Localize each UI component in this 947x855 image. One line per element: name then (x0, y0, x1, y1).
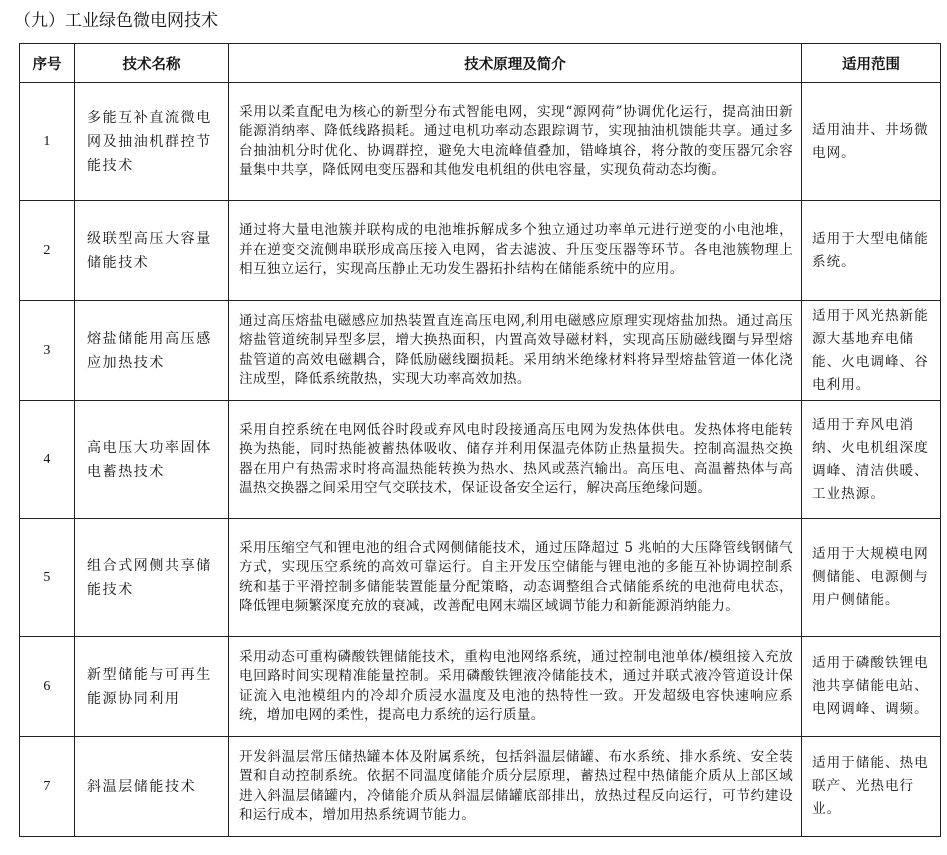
row-desc: 通过高压熔盐电磁感应加热装置直连高压电网,利用电磁感应原理实现熔盐加热。通过高压熔盐管道统制异型多层，增大换热面积，内置高效导磁材料，实现高压励磁线圈与异型熔盐管道的高效电磁耦合，降低励磁线圈损耗。采用纳米绝缘材料将异型熔盐管道一体化浇注成型，降低系统散热，实现大功率高效加热。 (229, 301, 802, 401)
row-scope: 适用于储能、热电联产、光热电行业。 (802, 737, 941, 837)
header-scope: 适用范围 (802, 44, 941, 83)
row-desc: 采用动态可重构磷酸铁锂储能技术，重构电池网络系统，通过控制电池单体/模组接入充放电回路时间实现精准能量控制。采用磷酸铁锂液冷储能技术，通过并联式液冷管道设计保证流入电池模组内的冷却介质浸水温度及电池的热特性一致。开发超级电容快速响应系统，增加电网的柔性，提高电力系统的运行质量。 (229, 637, 802, 737)
row-no: 6 (20, 637, 75, 737)
table-row (20, 83, 941, 201)
row-desc: 采用自控系统在电网低谷时段或弃风电时段接通高压电网为发热体供电。发热体将电能转换为热能，同时热能被蓄热体吸收、储存并利用保温壳体防止热量损失。控制高温热交换器在用户有热需求时将高温热能转换为热水、热风或蒸汽输出。高压电、高温蓄热体与高温热交换器之间采用空气交联技术，保证设备安全运行，解决高压绝缘问题。 (229, 401, 802, 519)
header-name: 技术名称 (75, 44, 229, 83)
row-desc: 开发斜温层常压储热罐本体及附属系统，包括斜温层储罐、布水系统、排水系统、安全装置和自动控制系统。依据不同温度储能介质分层原理，蓄热过程中热储能介质从上部区域进入斜温层储罐内，冷储能介质从斜温层储罐底部排出，放热过程反向运行，可节约建设和运行成本，增加用热系统调节能力。 (229, 737, 802, 837)
row-name: 斜温层储能技术 (75, 737, 229, 837)
row-no: 3 (20, 301, 75, 401)
table-row (20, 737, 941, 837)
row-name: 熔盐储能用高压感应加热技术 (75, 301, 229, 401)
row-no: 7 (20, 737, 75, 837)
row-name: 级联型高压大容量储能技术 (75, 201, 229, 301)
header-desc: 技术原理及简介 (229, 44, 802, 83)
row-scope: 适用油井、井场微电网。 (802, 83, 941, 201)
technology-table (19, 43, 941, 837)
row-no: 1 (20, 83, 75, 201)
row-desc: 采用以柔直配电为核心的新型分布式智能电网，实现“源网荷”协调优化运行，提高油田新能源消纳率、降低线路损耗。通过电机功率动态跟踪调节，实现抽油机馈能共享。通过多台抽油机分时优化、协调群控，避免大电流峰值叠加，错峰填谷，将分散的变压器冗余容量集中共享，降低网电变压器和其他发电机组的供电容量，实现负荷动态均衡。 (229, 83, 802, 201)
table-row (20, 401, 941, 519)
row-scope: 适用于大规模电网侧储能、电源侧与用户侧储能。 (802, 519, 941, 637)
row-scope: 适用于大型电储能系统。 (802, 201, 941, 301)
table-row (20, 637, 941, 737)
row-no: 2 (20, 201, 75, 301)
row-scope: 适用于磷酸铁锂电池共享储能电站、电网调峰、调频。 (802, 637, 941, 737)
row-desc: 通过将大量电池簇并联构成的电池堆拆解成多个独立通过功率单元进行逆变的小电池堆，并在逆变交流侧串联形成高压接入电网，省去滤波、升压变压器等环节。各电池簇物理上相互独立运行，实现高压静止无功发生器拓扑结构在储能系统中的应用。 (229, 201, 802, 301)
row-desc: 采用压缩空气和锂电池的组合式网侧储能技术，通过压降超过 5 兆帕的大压降管线钢储气方式，实现压空系统的高效可靠运行。自主开发压空储能与锂电池的多能互补协调控制系统和基于平滑控制多储能装置能量分配策略，动态调整组合式储能系统的电池荷电状态，降低锂电频繁深度充放的衰减，改善配电网末端区域调节能力和新能源消纳能力。 (229, 519, 802, 637)
table-row (20, 201, 941, 301)
row-scope: 适用于弃风电消纳、火电机组深度调峰、清洁供暖、工业热源。 (802, 401, 941, 519)
row-name: 高电压大功率固体电蓄热技术 (75, 401, 229, 519)
table-row (20, 301, 941, 401)
row-name: 组合式网侧共享储能技术 (75, 519, 229, 637)
header-no: 序号 (20, 44, 75, 83)
table-header-row (20, 44, 941, 83)
row-name: 新型储能与可再生能源协同利用 (75, 637, 229, 737)
row-no: 4 (20, 401, 75, 519)
section-title: （九）工业绿色微电网技术 (14, 11, 218, 31)
table-row (20, 519, 941, 637)
row-name: 多能互补直流微电网及抽油机群控节能技术 (75, 83, 229, 201)
row-no: 5 (20, 519, 75, 637)
row-scope: 适用于风光热新能源大基地弃电储能、火电调峰、谷电利用。 (802, 301, 941, 401)
